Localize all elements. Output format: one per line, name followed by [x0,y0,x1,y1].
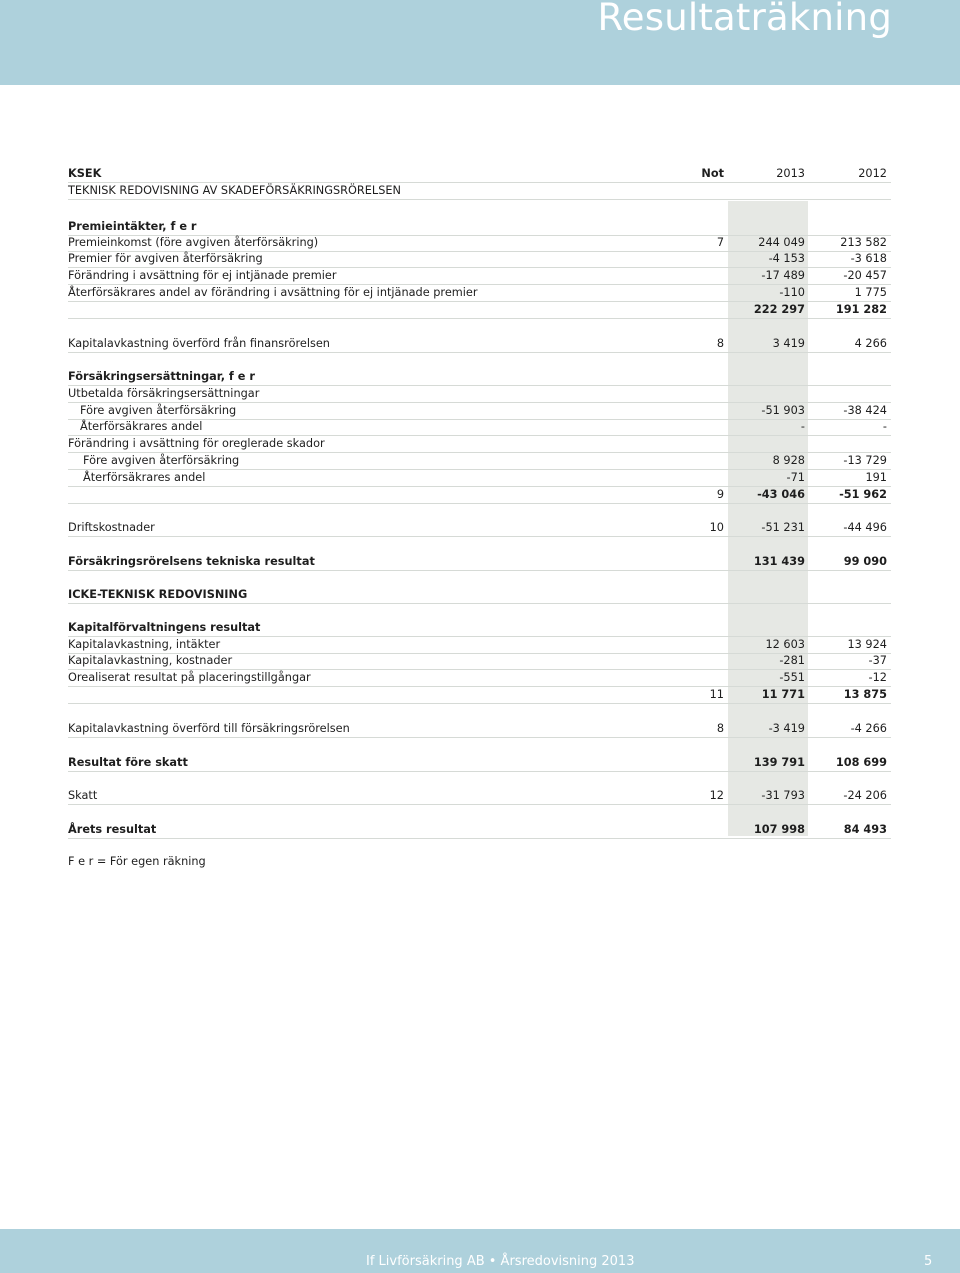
row-value-2012: - [882,420,887,433]
row-value-2013: -51 903 [761,404,805,417]
row-value-2013: -17 489 [761,269,805,282]
page-title: Resultaträkning [597,0,892,39]
row-value-2012: -51 962 [839,488,887,501]
row-label: Driftskostnader [68,521,155,534]
subtotal-row [68,686,891,704]
row-label: TEKNISK REDOVISNING AV SKADEFÖRSÄKRINGSRÖRELSEN [68,184,401,197]
row-value-2012: 13 875 [843,688,887,701]
row-value-2012: 108 699 [835,756,887,769]
row-value-2013: 139 791 [753,756,805,769]
table-row [68,754,891,772]
table-row [68,720,891,738]
table-row [68,335,891,353]
footnote: F e r = För egen räkning [68,855,206,868]
row-value-2012: -20 457 [843,269,887,282]
row-label: Återförsäkrares andel [83,471,206,484]
row-value-2013: 11 771 [761,688,805,701]
page-number: 5 [924,1254,933,1269]
table-row [68,385,891,403]
row-value-2013: 131 439 [753,555,805,568]
row-value-2013: 222 297 [753,303,805,316]
row-label: Premier för avgiven återförsäkring [68,252,263,265]
header-label: KSEK [68,167,102,180]
row-label: Försäkringsrörelsens tekniska resultat [68,555,315,568]
row-label: ICKE-TEKNISK REDOVISNING [68,588,248,601]
row-value-2012: 13 924 [847,638,887,651]
row-label: Återförsäkrares andel av förändring i avsättning för ej intjänade premier [68,286,478,299]
row-label: Kapitalavkastning överförd från finansrörelsen [68,337,330,350]
table-row [68,182,891,200]
table-row [68,368,891,386]
row-label: Årets resultat [68,823,157,836]
table-header-row [68,165,891,183]
table-row [68,652,891,670]
row-value-2013: - [800,420,805,433]
table-row [68,435,891,453]
row-note: 8 [716,722,724,735]
row-value-2013: -51 231 [761,521,805,534]
header-note: Not [701,167,724,180]
row-label: Utbetalda försäkringsersättningar [68,387,260,400]
section-heading-row [68,586,891,604]
row-value-2013: -4 153 [768,252,805,265]
row-value-2012: 213 582 [840,236,887,249]
row-value-2013: 12 603 [765,638,805,651]
row-label: Skatt [68,789,98,802]
row-value-2013: 8 928 [772,454,805,467]
row-label: Kapitalförvaltningens resultat [68,621,261,634]
row-value-2012: -12 [868,671,887,684]
row-note: 7 [716,236,724,249]
table-row [68,619,891,637]
row-value-2013: -31 793 [761,789,805,802]
row-value-2012: 1 775 [854,286,887,299]
header-2012: 2012 [858,167,887,180]
table-row [68,469,891,487]
row-note: 8 [716,337,724,350]
row-value-2013: -3 419 [768,722,805,735]
row-value-2013: -71 [786,471,805,484]
row-value-2013: -551 [779,671,805,684]
row-value-2012: 191 282 [835,303,887,316]
table-row [68,250,891,268]
row-label: Återförsäkrares andel [80,420,203,433]
row-value-2012: -4 266 [850,722,887,735]
row-value-2013: 107 998 [753,823,805,836]
total-row [68,821,891,839]
table-row [68,553,891,571]
row-value-2012: -24 206 [843,789,887,802]
row-label: Förändring i avsättning för oreglerade skador [68,437,325,450]
row-label: Orealiserat resultat på placeringstillgångar [68,671,311,684]
table-row [68,452,891,470]
row-value-2013: -110 [779,286,805,299]
footer-text: If Livförsäkring AB • Årsredovisning 2013 [366,1254,635,1269]
table-row [68,669,891,687]
row-value-2012: 191 [865,471,887,484]
table-row [68,519,891,537]
row-note: 10 [709,521,724,534]
row-value-2013: -43 046 [757,488,805,501]
row-note: 9 [716,488,724,501]
table-row [68,418,891,436]
row-label: Premieintäkter, f e r [68,220,197,233]
row-label: Före avgiven återförsäkring [80,404,237,417]
row-label: Försäkringsersättningar, f e r [68,370,255,383]
row-value-2013: -281 [779,654,805,667]
row-value-2012: -3 618 [850,252,887,265]
row-label: Resultat före skatt [68,756,188,769]
row-value-2012: -13 729 [843,454,887,467]
row-label: Kapitalavkastning, kostnader [68,654,233,667]
row-value-2012: 99 090 [843,555,887,568]
row-label: Förändring i avsättning för ej intjänade premier [68,269,337,282]
row-value-2012: 4 266 [854,337,887,350]
row-label: Premieinkomst (före avgiven återförsäkring) [68,236,319,249]
row-value-2012: -44 496 [843,521,887,534]
row-value-2012: 84 493 [843,823,887,836]
header-2013: 2013 [776,167,805,180]
subtotal-row [68,301,891,319]
table-row [68,267,891,285]
table-row [68,284,891,302]
subtotal-row [68,486,891,504]
row-note: 11 [709,688,724,701]
table-row [68,787,891,805]
row-note: 12 [709,789,724,802]
row-value-2012: -37 [868,654,887,667]
row-value-2013: 244 049 [758,236,805,249]
row-value-2013: 3 419 [772,337,805,350]
row-label: Kapitalavkastning, intäkter [68,638,221,651]
row-value-2012: -38 424 [843,404,887,417]
row-label: Före avgiven återförsäkring [83,454,240,467]
row-label: Kapitalavkastning överförd till försäkringsrörelsen [68,722,350,735]
